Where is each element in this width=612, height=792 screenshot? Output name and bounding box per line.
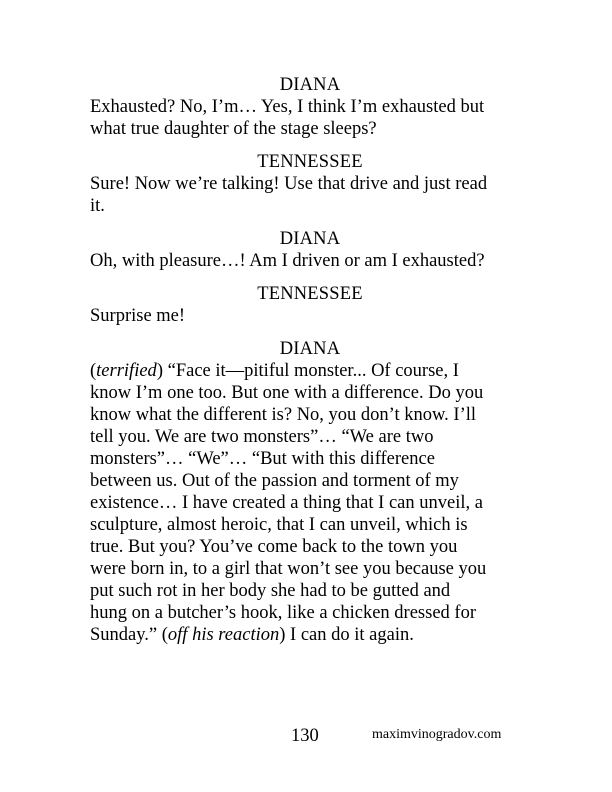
site-credit: maximvinogradov.com bbox=[372, 727, 502, 742]
dialogue-text: ) I can do it again. bbox=[279, 625, 414, 645]
dialogue-line bbox=[90, 624, 530, 646]
dialogue-block bbox=[90, 228, 530, 272]
dialogue-line: it. bbox=[90, 196, 105, 216]
dialogue-line: monsters”… “We”… “But with this difference bbox=[90, 449, 435, 469]
dialogue-block bbox=[90, 74, 530, 140]
dialogue-text: “Face it—pitiful monster... Of course, I bbox=[162, 361, 459, 381]
dialogue-line: know I’m one too. But one with a difference. Do you bbox=[90, 383, 484, 403]
dialogue-line: Exhausted? No, I’m… Yes, I think I’m exhausted but bbox=[90, 97, 485, 117]
dialogue-line: (terrified) “Face it—pitiful monster... Of course, I bbox=[90, 361, 459, 381]
speaker-name: DIANA bbox=[279, 339, 341, 359]
dialogue-line: true. But you? You’ve come back to the town you bbox=[90, 537, 458, 557]
dialogue-block bbox=[90, 338, 530, 646]
dialogue-text: Sunday.” ( bbox=[90, 625, 168, 645]
dialogue-line: were born in, to a girl that won’t see you because you bbox=[90, 559, 487, 579]
dialogue-line: between us. Out of the passion and torment of my bbox=[90, 471, 459, 491]
dialogue-line: Oh, with pleasure…! Am I driven or am I exhausted? bbox=[90, 251, 485, 271]
dialogue-line: existence… I have created a thing that I can unveil, a bbox=[90, 493, 483, 513]
dialogue-line: know what the different is? No, you don’t know. I’ll bbox=[90, 405, 477, 425]
dialogue-block bbox=[90, 151, 530, 217]
speaker-name: TENNESSEE bbox=[257, 152, 363, 172]
speaker-name: DIANA bbox=[279, 229, 341, 249]
stage-direction: off his reaction bbox=[167, 625, 280, 645]
dialogue-block bbox=[90, 283, 530, 327]
dialogue-line: what true daughter of the stage sleeps? bbox=[90, 119, 377, 139]
speaker-name: TENNESSEE bbox=[257, 284, 363, 304]
speaker-name: DIANA bbox=[279, 75, 341, 95]
dialogue-line: sculpture, almost heroic, that I can unveil, which is bbox=[90, 515, 468, 535]
dialogue-line: Sure! Now we’re talking! Use that drive and just read bbox=[90, 174, 488, 194]
dialogue-line: tell you. We are two monsters”… “We are two bbox=[90, 427, 434, 447]
script-page bbox=[90, 74, 530, 646]
dialogue-line: Surprise me! bbox=[90, 306, 186, 326]
stage-direction: terrified bbox=[96, 361, 157, 381]
page-number: 130 bbox=[291, 726, 319, 746]
dialogue-line: hung on a butcher’s hook, like a chicken dressed for bbox=[90, 603, 476, 623]
dialogue-line: put such rot in her body she had to be gutted and bbox=[90, 581, 451, 601]
